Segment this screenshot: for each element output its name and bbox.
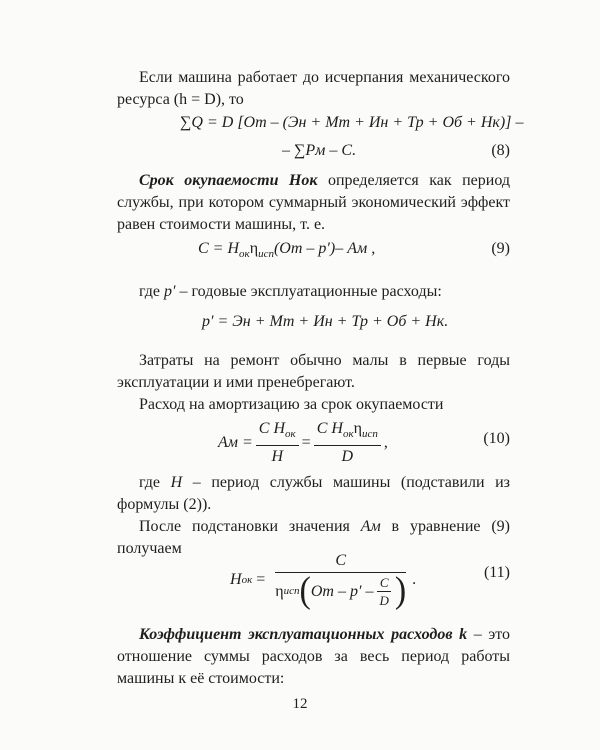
equation-8-line-2: – ∑Рм – C. — [282, 142, 357, 159]
paragraph-operating-costs: где p′ – годовые эксплуатационные расходы: — [139, 283, 442, 300]
equation-8-number: (8) — [491, 142, 510, 159]
equation-10-number: (10) — [483, 430, 510, 447]
fraction-inner: $\frac{C}{D}$ — [376, 575, 391, 608]
paragraph-resource: Если машина работает до исчерпания механического ресурса (h = D), то — [117, 69, 510, 108]
equation-9: $C = H_{ок}\eta_{исп}(От - p')-$ Ам , — [198, 240, 376, 261]
paragraph-payback-definition: Срок окупаемости Hок определяется как период службы, при котором суммарный экономический эффект равен стоимости машины, т. е. — [117, 172, 510, 233]
page-number: 12 — [292, 696, 308, 712]
paragraph-operating-ratio: Коэффициент эксплуатационных расходов k – это отношение суммы расходов за весь период работы машины к её стоимости: — [117, 626, 510, 687]
equation-11-number: (11) — [483, 564, 510, 581]
equation-p-prime: p′ = Эн + Мт + Ин + Тр + Об + Нк. — [202, 313, 449, 330]
equation-10: Ам = $\frac{C H_{ок}}{H}$ = $\frac{C H_{ок}\eta_{исп}}{D}$ , — [218, 420, 388, 466]
fraction-1: $\frac{C H_{ок}}{H}$ — [256, 419, 299, 466]
paragraph-substitution: После подстановки значения Ам в уравнение (9) получаем — [117, 518, 511, 557]
equation-11: H ок = C η исп ( От – p′ – $\frac{C}{D}$ ) . — [230, 552, 417, 611]
paragraph-service-life: где H – период службы машины (подставили из формулы (2)). — [117, 474, 510, 513]
equation-8-line-1: ∑Q = D [От – (Эн + Мт + Ин + Тр + Об + Нк)] – — [180, 114, 524, 131]
term-payback-period: Срок окупаемости Hок — [139, 172, 318, 189]
paragraph-repair-costs: Затраты на ремонт обычно малы в первые годы эксплуатации и ими пренебрегают. — [117, 352, 510, 391]
paragraph-amortization: Расход на амортизацию за срок окупаемости — [139, 396, 444, 413]
fraction-payback: C η исп ( От – p′ – $\frac{C}{D}$ ) — [275, 552, 407, 611]
fraction-2: $\frac{C H_{ок}\eta_{исп}}{D}$ — [314, 419, 381, 466]
equation-9-number: (9) — [491, 240, 510, 257]
term-operating-ratio: Коэффициент эксплуатационных расходов k — [139, 626, 468, 643]
